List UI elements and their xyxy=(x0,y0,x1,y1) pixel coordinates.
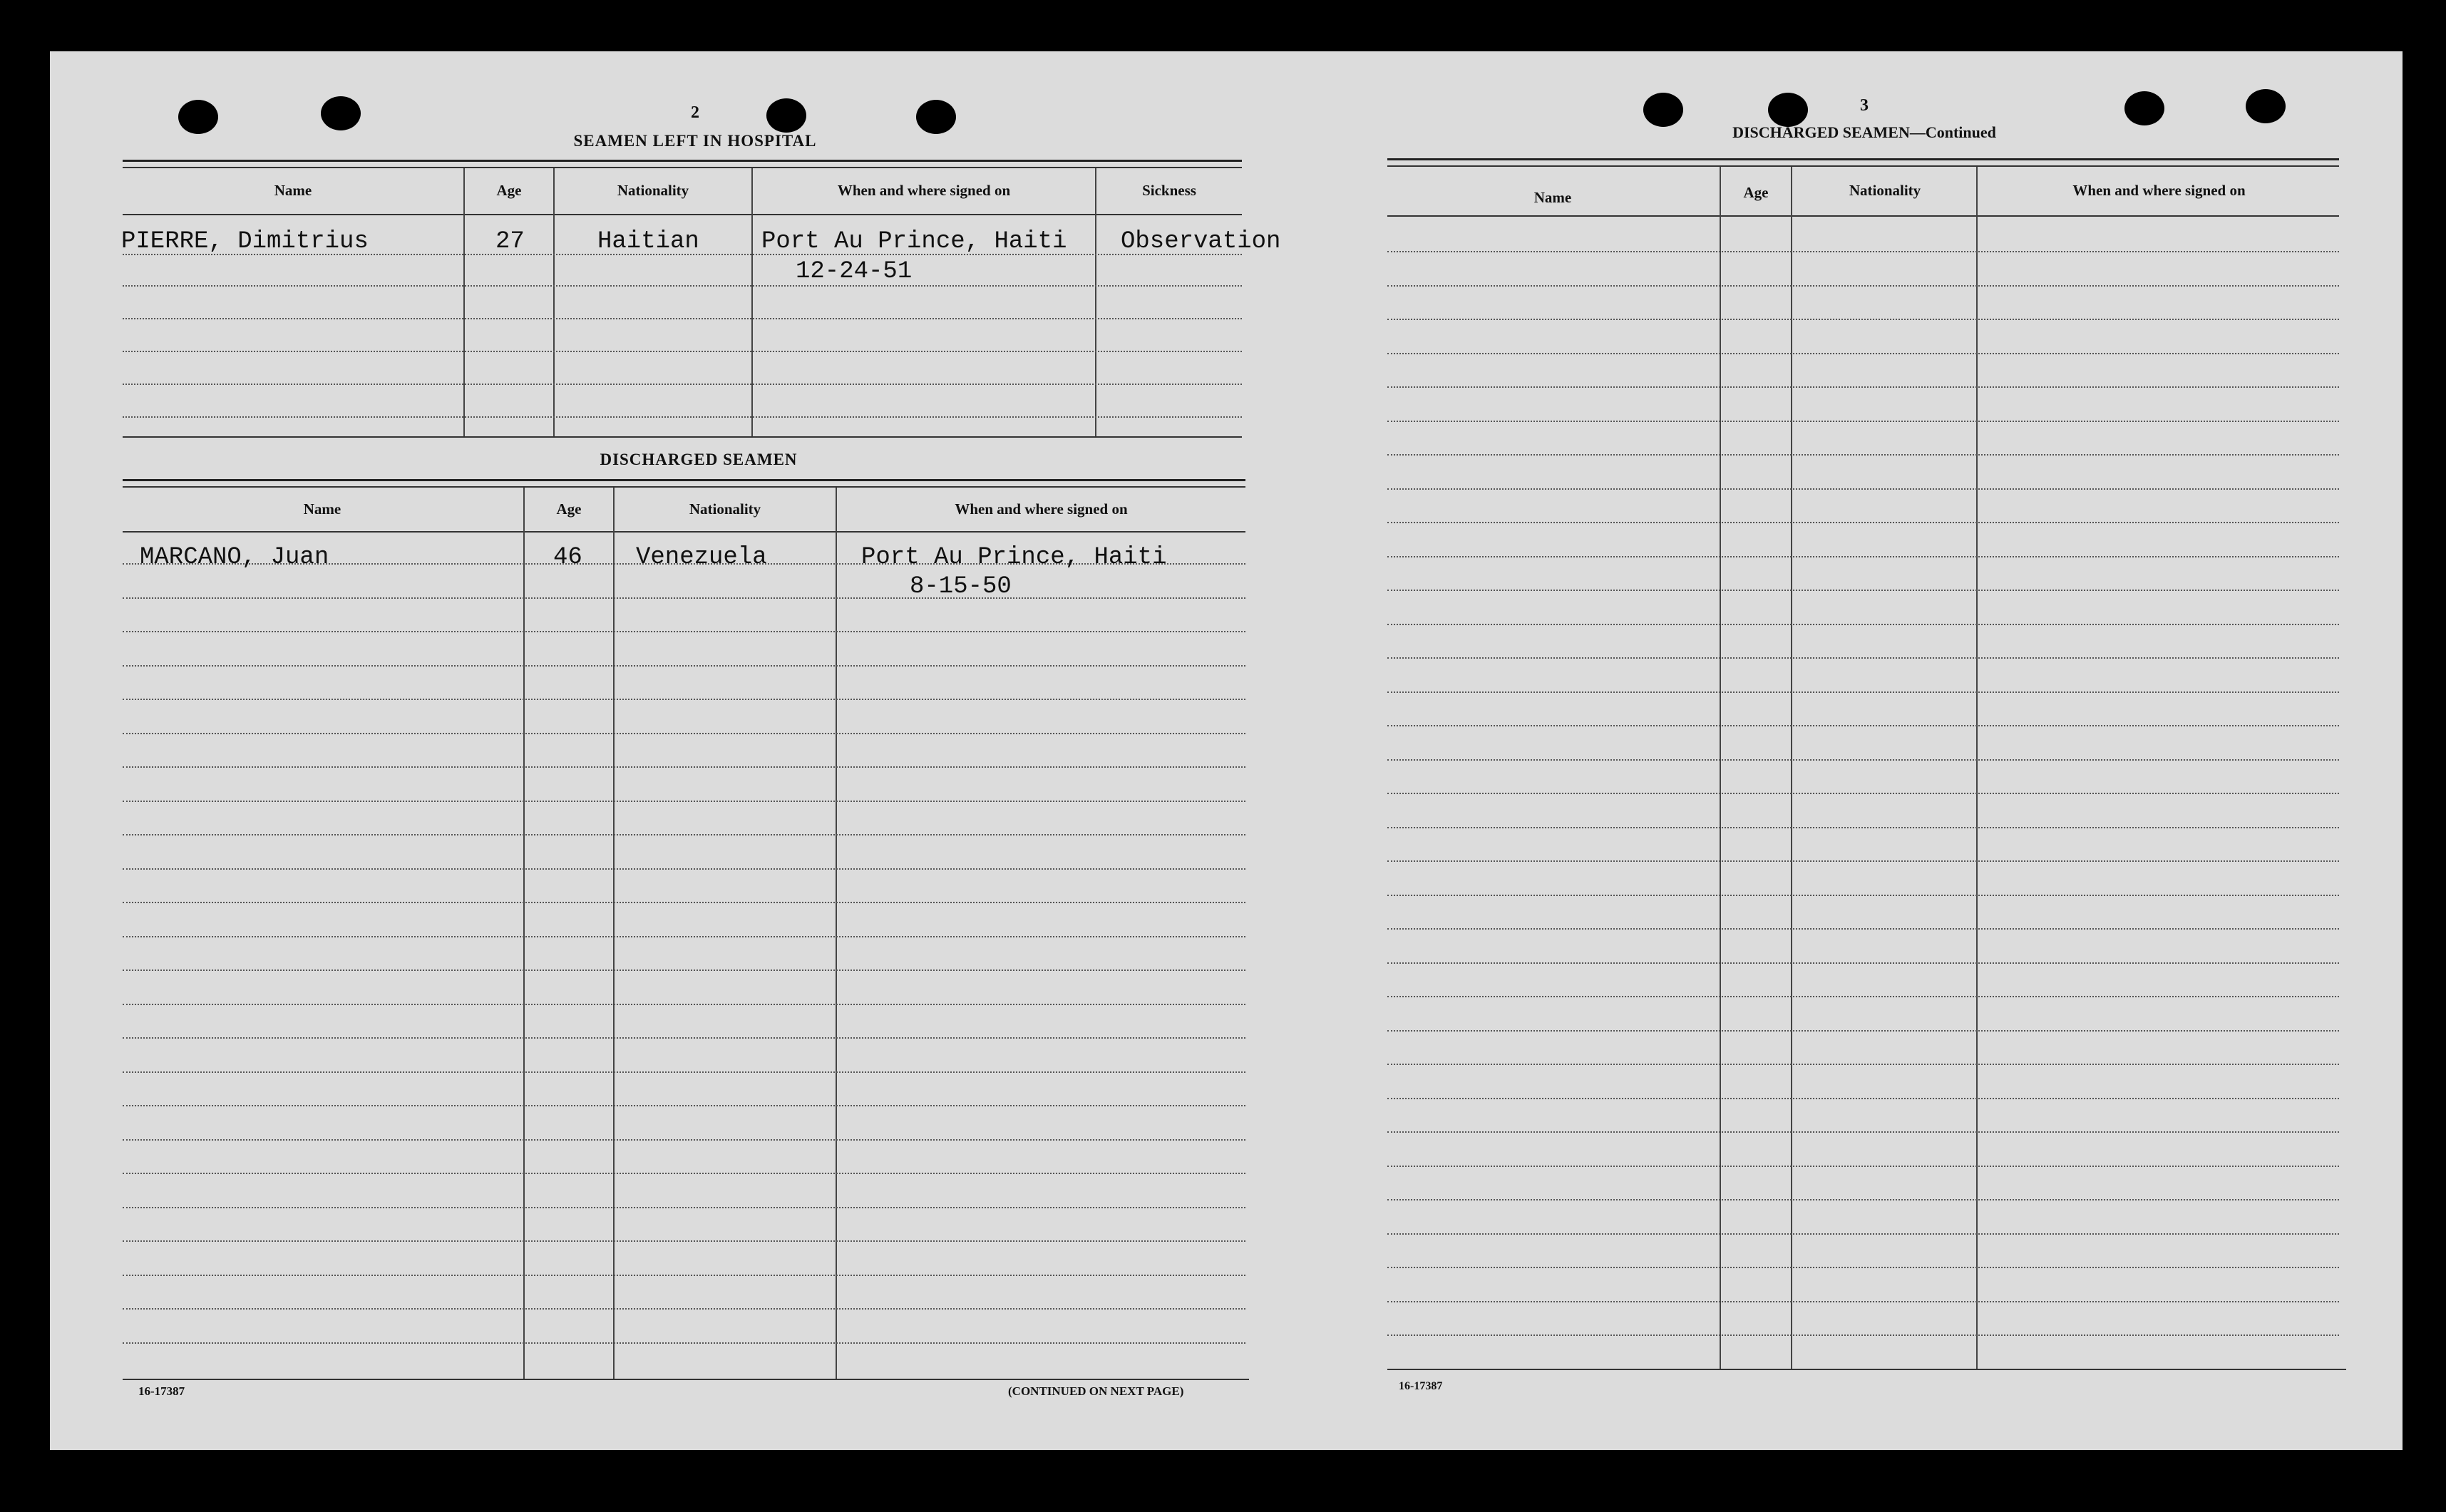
entry-line xyxy=(123,416,1242,418)
entry-line xyxy=(123,285,1242,287)
right-header-name: Name xyxy=(1533,189,1572,206)
punch-hole xyxy=(321,96,361,130)
rule xyxy=(1387,1369,2346,1370)
entry-line xyxy=(1387,1131,2339,1133)
entry-line xyxy=(123,665,1245,667)
punch-hole xyxy=(1768,93,1808,127)
discharged-entry-signed-date: 8-15-50 xyxy=(910,573,1012,600)
column-divider xyxy=(751,168,753,436)
entry-line xyxy=(123,384,1242,385)
entry-line xyxy=(123,351,1242,352)
punch-hole xyxy=(1643,93,1683,127)
entry-line xyxy=(1387,895,2339,896)
rule xyxy=(1387,158,2339,160)
entry-line xyxy=(123,1105,1245,1106)
entry-line xyxy=(123,1275,1245,1276)
hospital-header-sickness: Sickness xyxy=(1142,182,1196,199)
discharged-header-nationality: Nationality xyxy=(689,500,761,518)
hospital-header-name: Name xyxy=(274,182,312,199)
hospital-entry-signed-date: 12-24-51 xyxy=(796,258,913,285)
entry-line xyxy=(123,1308,1245,1310)
form-number-right: 16-17387 xyxy=(1399,1380,1443,1392)
rule xyxy=(123,214,1242,215)
rule xyxy=(1387,165,2339,167)
column-divider xyxy=(523,488,525,1379)
entry-line xyxy=(1387,962,2339,964)
column-divider xyxy=(553,168,555,436)
entry-line xyxy=(1387,759,2339,761)
entry-line xyxy=(1387,251,2339,252)
entry-line xyxy=(1387,421,2339,422)
right-section-title: DISCHARGED SEAMEN—Continued xyxy=(1732,123,1996,141)
page-number-right: 3 xyxy=(1860,96,1869,115)
entry-line xyxy=(123,1004,1245,1005)
hospital-entry-name: PIERRE, Dimitrius xyxy=(121,228,369,255)
punch-hole xyxy=(916,100,956,134)
entry-line xyxy=(123,902,1245,903)
entry-line xyxy=(1387,860,2339,862)
hospital-header-nationality: Nationality xyxy=(617,182,689,199)
entry-line xyxy=(123,318,1242,319)
entry-line xyxy=(123,631,1245,632)
column-divider xyxy=(1791,167,1792,1369)
page-number-left: 2 xyxy=(691,103,699,122)
column-divider xyxy=(463,168,465,436)
entry-line xyxy=(123,936,1245,937)
entry-line xyxy=(1387,488,2339,490)
rule xyxy=(123,1379,1249,1380)
entry-line xyxy=(123,766,1245,768)
entry-line xyxy=(1387,454,2339,456)
punch-hole xyxy=(766,98,806,133)
entry-line xyxy=(123,834,1245,835)
hospital-entry-sickness: Observation xyxy=(1121,228,1281,255)
hospital-entry-signed-on: Port Au Prince, Haiti xyxy=(761,228,1067,255)
column-divider xyxy=(1095,168,1096,436)
right-header-age: Age xyxy=(1743,184,1769,201)
entry-line xyxy=(123,597,1245,599)
entry-line xyxy=(1387,1030,2339,1032)
entry-line xyxy=(1387,1301,2339,1302)
entry-line xyxy=(1387,1166,2339,1167)
rule xyxy=(123,486,1245,488)
entry-line xyxy=(123,868,1245,870)
rule xyxy=(123,160,1242,162)
entry-line xyxy=(1387,691,2339,693)
entry-line xyxy=(1387,1199,2339,1200)
rule xyxy=(123,479,1245,481)
hospital-entry-nationality: Haitian xyxy=(597,228,699,255)
column-divider xyxy=(836,488,837,1379)
discharged-entry-age: 46 xyxy=(553,544,582,571)
discharged-entry-name: MARCANO, Juan xyxy=(140,544,329,571)
entry-line xyxy=(1387,1233,2339,1235)
rule xyxy=(123,531,1245,533)
right-header-nationality: Nationality xyxy=(1849,182,1921,199)
entry-line xyxy=(123,970,1245,971)
entry-line xyxy=(123,1173,1245,1174)
form-number-left: 16-17387 xyxy=(138,1384,185,1398)
entry-line xyxy=(123,699,1245,700)
discharged-entry-signed-on: Port Au Prince, Haiti xyxy=(861,544,1167,571)
entry-line xyxy=(123,1037,1245,1039)
column-divider xyxy=(1720,167,1721,1369)
column-divider xyxy=(1976,167,1978,1369)
punch-hole xyxy=(2246,89,2286,123)
discharged-header-age: Age xyxy=(556,500,582,518)
entry-line xyxy=(1387,1064,2339,1065)
rule xyxy=(123,436,1242,438)
entry-line xyxy=(1387,725,2339,726)
entry-line xyxy=(123,1139,1245,1141)
rule xyxy=(1387,215,2339,217)
entry-line xyxy=(1387,590,2339,591)
entry-line xyxy=(1387,285,2339,287)
discharged-header-signed-on: When and where signed on xyxy=(955,500,1128,518)
right-header-signed-on: When and where signed on xyxy=(2072,182,2246,199)
entry-line xyxy=(123,1342,1245,1344)
entry-line xyxy=(1387,827,2339,828)
continued-note: (CONTINUED ON NEXT PAGE) xyxy=(1008,1384,1184,1398)
hospital-section-title: SEAMEN LEFT IN HOSPITAL xyxy=(573,132,817,150)
entry-line xyxy=(1387,996,2339,997)
entry-line xyxy=(123,1071,1245,1073)
discharged-entry-nationality: Venezuela xyxy=(636,544,767,571)
column-divider xyxy=(613,488,615,1379)
entry-line xyxy=(1387,522,2339,523)
hospital-header-age: Age xyxy=(496,182,522,199)
entry-line xyxy=(1387,386,2339,388)
entry-line xyxy=(1387,1098,2339,1099)
hospital-entry-age: 27 xyxy=(495,228,525,255)
entry-line xyxy=(1387,319,2339,320)
rule xyxy=(123,167,1242,168)
discharged-section-title: DISCHARGED SEAMEN xyxy=(600,451,798,468)
entry-line xyxy=(1387,1334,2339,1336)
entry-line xyxy=(123,733,1245,734)
hospital-header-signed-on: When and where signed on xyxy=(837,182,1011,199)
entry-line xyxy=(1387,657,2339,659)
punch-hole xyxy=(2124,91,2164,125)
punch-hole xyxy=(178,100,218,134)
discharged-header-name: Name xyxy=(303,500,341,518)
entry-line xyxy=(1387,928,2339,930)
entry-line xyxy=(1387,556,2339,557)
entry-line xyxy=(123,1207,1245,1208)
entry-line xyxy=(123,801,1245,802)
entry-line xyxy=(1387,353,2339,354)
entry-line xyxy=(1387,624,2339,625)
entry-line xyxy=(123,1240,1245,1242)
entry-line xyxy=(1387,1267,2339,1268)
entry-line xyxy=(1387,793,2339,794)
